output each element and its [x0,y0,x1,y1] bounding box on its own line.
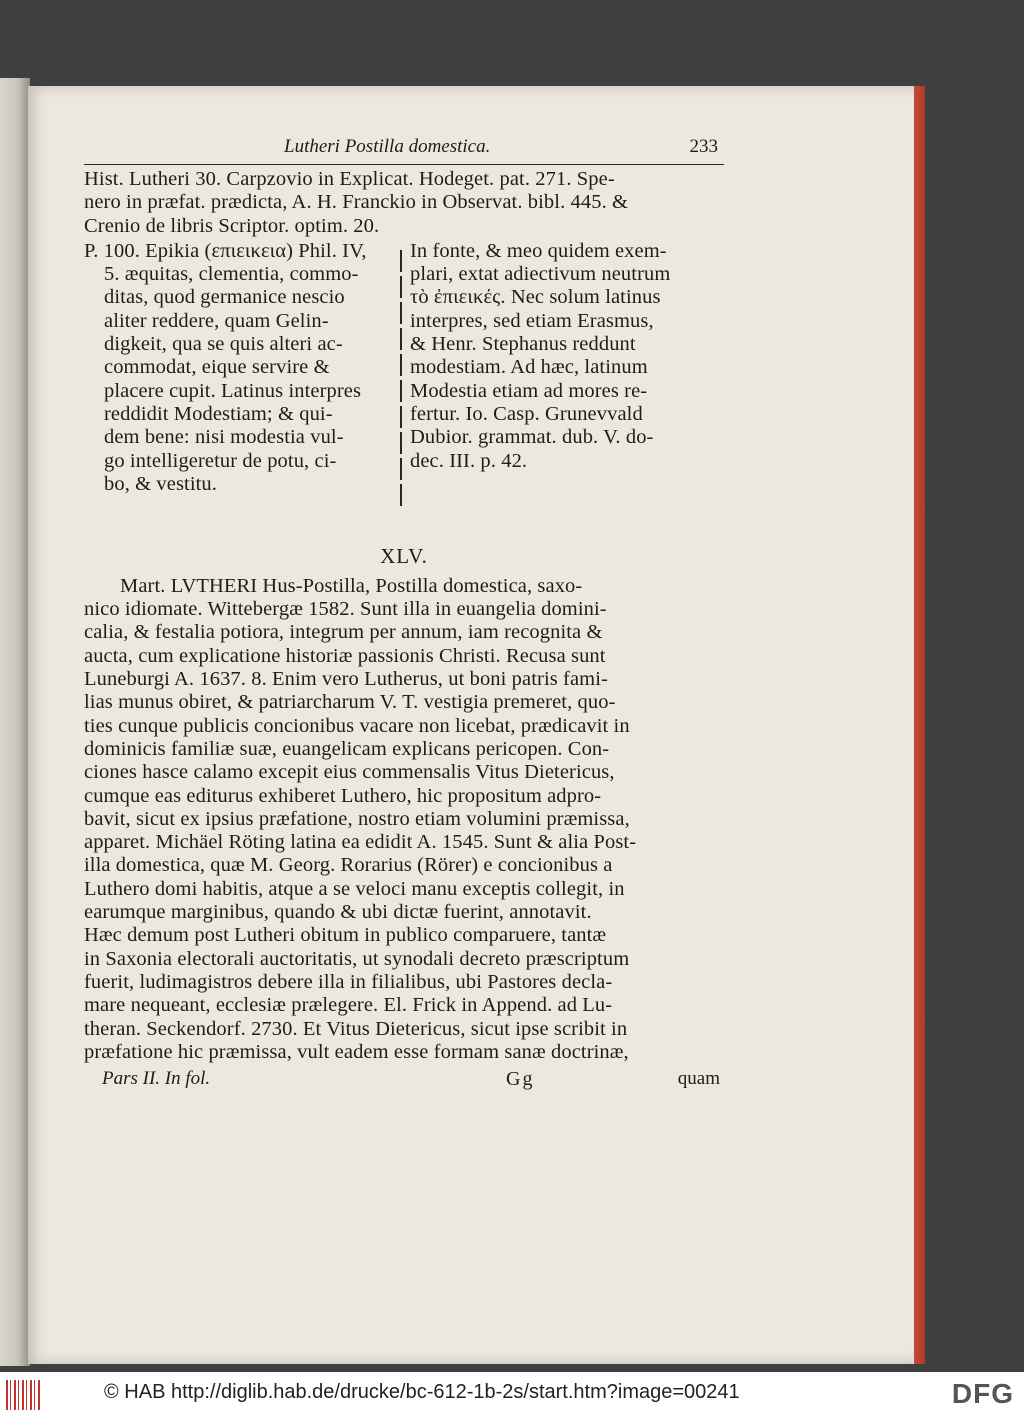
text-line: plari, extat adiectivum neutrum [410,263,671,286]
text-line: dominicis familiæ suæ, euangelicam explicans pericopen. Con- [84,737,610,760]
text-line: theran. Seckendorf. 2730. Et Vitus Dietericus, sicut ipse scribit in [84,1017,628,1040]
text-line: præfatione hic præmissa, vult eadem esse formam sanæ doctrinæ, [84,1040,629,1063]
text-line: earumque marginibus, quando & ubi dictæ fuerint, annotavit. [84,901,592,924]
text-line: placere cupit. Latinus interpres [104,379,362,402]
text-line: fuerit, ludimagistros debere illa in filialibus, ubi Pastores decla- [84,970,613,993]
text-line: modestiam. Ad hæc, latinum [410,356,648,379]
text-line: 5. æquitas, clementia, commo- [104,263,359,286]
text-line: fertur. Io. Casp. Grunevvald [410,402,643,425]
text-line: reddidit Modestiam; & qui- [104,402,333,425]
catchword: quam [677,1068,720,1090]
text-line: bo, & vestitu. [104,472,218,495]
gathering-mark: Gg [506,1068,535,1091]
text-line: calia, & festalia potiora, integrum per annum, iam recognita & [84,621,603,644]
text-line: Luneburgi A. 1637. 8. Enim vero Lutherus, ut boni patris fami- [84,668,608,691]
text-line: & Henr. Stephanus reddunt [410,333,636,356]
text-line: apparet. Michäel Röting latina ea edidit A. 1545. Sunt & alia Post- [84,831,637,854]
text-line: ciones hasce calamo excepit eius commensalis Vitus Dietericus, [84,761,615,784]
page-text-block [84,130,724,1096]
page-number: 233 [689,136,718,157]
red-page-edge [914,86,925,1364]
text-line: P. 100. Epikia (επιεικεια) Phil. IV, [84,239,367,262]
text-line: digkeit, qua se quis alteri ac- [104,333,343,356]
text-line: dec. III. p. 42. [410,449,528,472]
barcode-icon [6,1380,42,1410]
intro-paragraph [84,168,724,238]
text-line: In fonte, & meo quidem exem- [410,239,667,262]
right-column [410,240,724,473]
text-line: Dubior. grammat. dub. V. do- [410,426,654,449]
left-page-edge [0,78,30,1366]
dfg-logo: DFG [951,1378,1014,1409]
running-head-title: Lutheri Postilla domestica. [284,136,491,157]
text-line: ties cunque publicis concionibus vacare non licebat, prædicavit in [84,714,630,737]
body-paragraph [84,575,724,1064]
signature-line: Pars II. In fol. [102,1068,211,1090]
text-line: in Saxonia electorali auctoritatis, ut synodali decreto præscriptum [84,947,630,970]
text-line: ditas, quod germanice nescio [104,286,345,309]
viewer-bottom-bar [0,1372,1024,1417]
text-line: Hist. Lutheri 30. Carpzovio in Explicat. Hodeget. pat. 271. Spe- [84,168,615,190]
text-line: mare nequeant, ecclesiæ prælegere. El. Frick in Append. ad Lu- [84,994,613,1017]
text-line: bavit, sicut ex ipsius præfatione, nostro etiam volumini præmissa, [84,807,630,830]
text-line: Crenio de libris Scriptor. optim. 20. [84,214,380,237]
left-column [84,240,396,496]
text-line: nico idiomate. Wittebergæ 1582. Sunt illa in euangelia domini- [84,598,607,621]
text-line: Modestia etiam ad mores re- [410,379,648,402]
page-footer [84,1066,724,1096]
column-divider [400,250,402,508]
running-head [84,130,724,165]
text-line: commodat, eique servire & [104,356,330,379]
text-line: aliter reddere, quam Gelin- [104,309,329,332]
text-line: illa domestica, quæ M. Georg. Rorarius (Rörer) e concionibus a [84,854,613,877]
text-line: dem bene: nisi modestia vul- [104,426,344,449]
copyright-link[interactable]: © HAB http://diglib.hab.de/drucke/bc-612-1b-2s/start.htm?image=00241 [104,1381,740,1403]
text-line: lias munus obiret, & patriarcharum V. T. vestigia premeret, quo- [84,691,616,714]
text-line: τὸ ἐπιεικές. Nec solum latinus [410,286,661,309]
section-heading: XLV. [380,543,428,568]
text-line: interpres, sed etiam Erasmus, [410,309,654,332]
text-line: Hæc demum post Lutheri obitum in publico comparuere, tantæ [84,924,607,947]
text-line: nero in præfat. prædicta, A. H. Franckio in Observat. bibl. 445. & [84,191,629,214]
text-line: Mart. LVTHERI Hus-Postilla, Postilla domestica, saxo- [120,574,583,597]
text-line: go intelligeretur de potu, ci- [104,449,337,472]
text-line: Luthero domi habitis, atque a se veloci manu exceptis collegit, in [84,877,625,900]
two-column-note [84,240,724,540]
text-line: aucta, cum explicatione historiæ passionis Christi. Recusa sunt [84,644,606,667]
text-line: cumque eas editurus exhiberet Luthero, hic propositum adpro- [84,784,602,807]
